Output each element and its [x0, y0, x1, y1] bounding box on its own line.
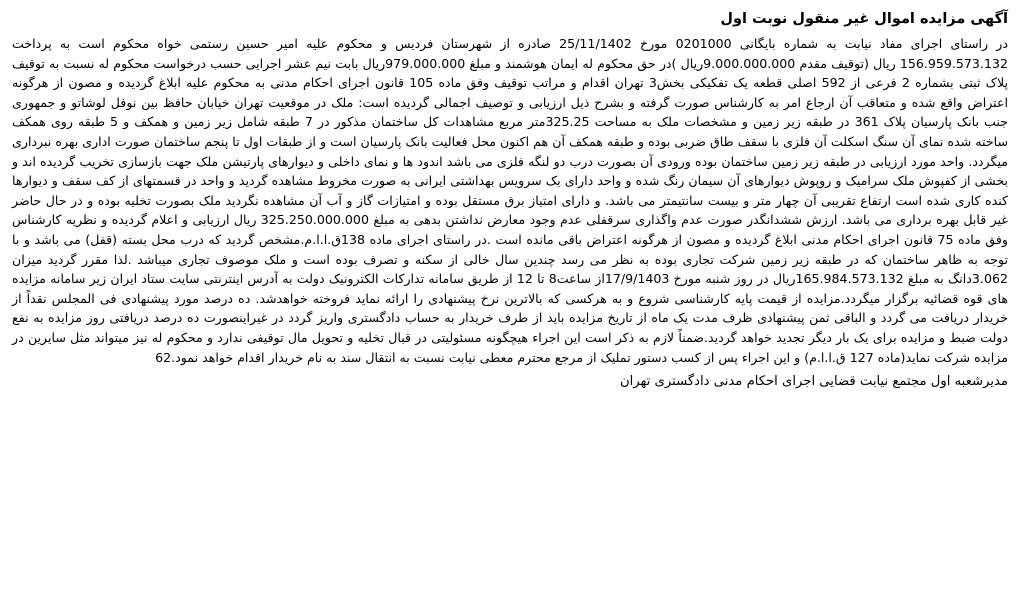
notice-signature: مدیرشعبه اول مجتمع نیابت قضایی اجرای احکام مدنی دادگستری تهران [619, 374, 1008, 390]
notice-body: در راستای اجرای مفاد نیابت به شماره بایگانی 0201000 مورخ 25/11/1402 صادره از شهرستان فردیس و محکوم علیه امیر حسین رستمی خواه محکوم است به پرداخت 156.959.573.132 ریال (توقیف مقدم 9.000.000.000ریال )در حق محکوم له ایمان هوشمند و مبلغ 979.000.000ریال بابت نیم عشر اجرایی حسب درخواست محکوم له نسبت به توقیف پلاک ثبتی بشماره 2 فرعی از 592 اصلی قطعه یک تفکیکی بخش3 تهران اقدام و مراتب توقیف وفق ماده 105 قانون اجرای احکام مدنی به محکوم علیه ابلاغ گردیده و مصون از هرگونه اعتراض واقع شده و متعاقب آن ارجاع امر به کارشناس صورت گرفته و بشرح ذیل ارزیابی و توصیف اجمالی گردیده است: ملک در موقعیت تهران خیابان حافظ بین نوفل لوشاتو و جمهوری جنب بانک پارسیان پلاک 361 در طبقه زیر زمین و مشخصات ملک به مساحت 325.25متر مربع مشاهدات کل ساختمان مذکور در 7 طبقه شامل زیر زمین و همکف و 5 طبقه روی همکف ساخته شده نمای آن سنگ اسکلت آن فلزی با سقف طاق ضربی بوده و طبقه همکف آن هم اکنون محل فعالیت بانک پارسیان است و از طبقات اول تا پنجم ساختمان صورت اداری بهره نبرداری میگردد. واحد مورد ارزیابی در طبقه زیر زمین ساختمان بوده ورودی آن بصورت درب دو لنگه فلزی می باشد اندود ها و نمای داخلی و دیوارهای پارتیشن ملک جهت بازسازی تخریب گردیده اند و بخشی از کفپوش ملک سرامیک و روپوش دیوارهای آن سیمان رنگ شده و واحد دارای یک سرویس بهداشتی ایرانی به صورت مخروط مشاهده گردید و واحد در قسمتهای از کف سقف و دیوارها کنده کاری شده است ارتفاع تقریبی آن چهار متر و بیست سانتیمتر می باشد. و دارای امتیاز برق مستقل بوده و امتیازات گاز و آب آن مشاهده نگردید ملک بصورت تخلیه بوده و در حال حاضر غیر قابل بهره برداری می باشد. ارزش ششدانگدر صورت عدم واگذاری سرقفلی عدم وجود معارض نداشتن بدهی به مبلغ 325.250.000.000 ریال ارزیابی و اعلام گردیده و نظریه کارشناس وفق ماده 75 قانون اجرای احکام مدنی ابلاغ گردیده و مصون از هرگونه اعتراض باقی مانده است .در راستای اجرای ماده 138ق.ا.ا.م.مشخص گردید که درب محل بسته (قفل) می باشد و با توجه به ظاهر ساختمان که در طبقه زیر زمین شرکت تجاری بوده به نظر می رسد چندین سال خالی از سکنه و تصرف بوده است و ملک موصوف تجاری میباشد .لذا مقرر گردید میزان 3.062دانگ به مبلغ 165.984.573.132ریال در روز شنبه مورخ 17/9/1403از ساعت8 تا 12 از طریق سامانه تدارکات الکترونیک دولت به آدرس اینترنتی سایت ستاد ایران زیر سامانه مزایده های قوه قضائیه برگزار میگردد.مزایده از قیمت پایه کارشناسی شروع و به هرکسی که بالاترین نرخ پیشنهادی را ارائه نماید فروخته خواهدشد. ده درصد مورد پیشنهادی فی المجلس نقداً از خریدار دریافت می گردد و الباقی ثمن پیشنهادی ظرف مدت یک ماه از تاریخ مزایده باید از طرف خریدار به حساب دادگستری واریز گردد در غیراینصورت ده درصد دریافتی روز مزایده به نفع دولت ضبط و مزایده برای یک بار دیگر تجدید خواهد گردید.ضمناً لازم به ذکر است این اجراء هیچگونه مسئولیتی در قبال تخلیه و تحویل مال توقیفی ندارد و محکوم له نیز میتواند مثل سایرین در مزایده شرکت نماید(ماده 127 ق.ا.ا.م) و این اجراء پس از کسب دستور تملیک از مرجع محترم معطی نیابت نسبت به انتقال سند به نام خریدار اقدام خواهد نمود.62 [12, 36, 1008, 365]
notice-title: آگهی مزایده اموال غیر منقول نوبت اول [720, 11, 1008, 27]
